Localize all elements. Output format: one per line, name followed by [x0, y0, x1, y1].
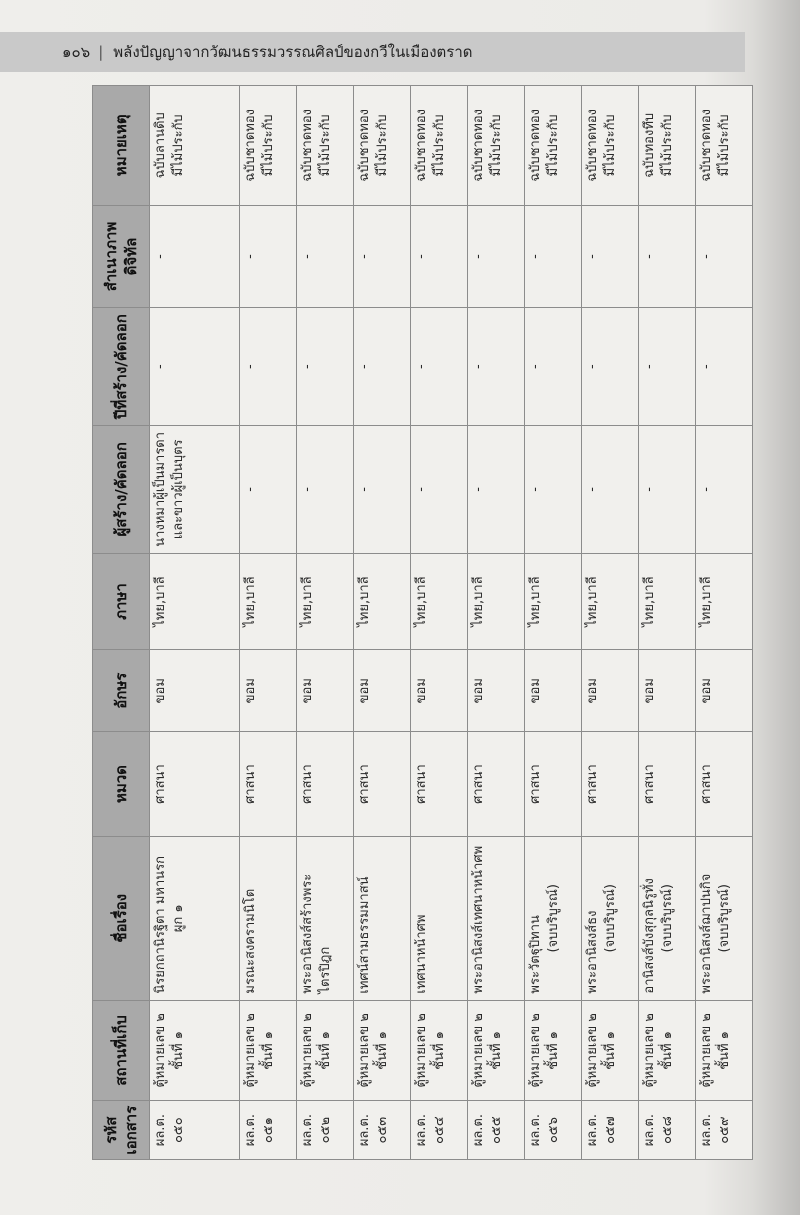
- cell-year: -: [525, 308, 582, 425]
- cell-creator: -: [297, 425, 354, 553]
- column-header: ปีที่สร้าง/คัดลอก: [93, 308, 150, 425]
- cell-location: [150, 1000, 240, 1101]
- table-row: [639, 86, 696, 1160]
- title-main: พระอานิสงส์เทศนาหน้าศพ: [471, 845, 486, 994]
- note-cover: มีไม้ประกับ: [716, 114, 732, 177]
- cell-title: [696, 836, 753, 1000]
- cell-location: [582, 1000, 639, 1101]
- cell-category: ศาสนา: [297, 732, 354, 837]
- cell-code: [639, 1101, 696, 1160]
- title-sub: ผูก ๑: [170, 904, 186, 933]
- header-divider: |: [98, 43, 104, 61]
- cell-script: ขอม: [468, 650, 525, 732]
- cell-creator: -: [411, 425, 468, 553]
- cell-year: -: [468, 308, 525, 425]
- table-row: [354, 86, 411, 1160]
- cell-location: [468, 1000, 525, 1101]
- location-cabinet: ตู้หมายเลข ๒: [243, 1013, 258, 1088]
- note-cover: มีไม้ประกับ: [602, 114, 618, 177]
- cell-language: ไทย,บาลี: [297, 553, 354, 649]
- note-cover: มีไม้ประกับ: [260, 114, 276, 177]
- cell-language: ไทย,บาลี: [639, 553, 696, 649]
- table-row: [468, 86, 525, 1160]
- note-type: ฉบับชาดทอง: [528, 108, 543, 182]
- cell-script: ขอม: [411, 650, 468, 732]
- cell-digital-copy: -: [582, 205, 639, 308]
- table-row: [411, 86, 468, 1160]
- title-main: เทศนาหน้าศพ: [414, 914, 429, 994]
- cell-code: [525, 1101, 582, 1160]
- cell-digital-copy: -: [639, 205, 696, 308]
- note-type: ฉบับทองทึบ: [642, 112, 657, 178]
- cell-script: ขอม: [297, 650, 354, 732]
- cell-title: [297, 836, 354, 1000]
- cell-note: [240, 86, 297, 206]
- cell-note: [582, 86, 639, 206]
- column-header: ภาษา: [93, 553, 150, 649]
- code-prefix: ผล.ต.: [471, 1113, 486, 1147]
- column-header: ผู้สร้าง/คัดลอก: [93, 425, 150, 553]
- cell-category: ศาสนา: [411, 732, 468, 837]
- location-shelf: ชั้นที่ ๑: [431, 1031, 447, 1070]
- code-number: ๐๕๘: [659, 1116, 675, 1145]
- code-prefix: ผล.ต.: [642, 1113, 657, 1147]
- location-cabinet: ตู้หมายเลข ๒: [642, 1013, 657, 1088]
- note-type: ฉบับชาดทอง: [243, 108, 258, 182]
- title-main: มรณะสงครามนิโต: [243, 888, 258, 994]
- title-main: พระอานิสงส์ฌาปนกิจ: [699, 873, 714, 994]
- code-number: ๐๕๑: [260, 1117, 276, 1144]
- code-prefix: ผล.ต.: [300, 1113, 315, 1147]
- note-cover: มีไม้ประกับ: [170, 114, 186, 177]
- manuscript-table-frame: [92, 85, 747, 1160]
- location-shelf: ชั้นที่ ๑: [602, 1031, 618, 1070]
- code-number: ๐๕๐: [170, 1117, 186, 1143]
- location-shelf: ชั้นที่ ๑: [545, 1031, 561, 1070]
- manuscript-table: [92, 85, 753, 1160]
- cell-category: ศาสนา: [525, 732, 582, 837]
- cell-title: [411, 836, 468, 1000]
- column-header: ชื่อเรื่อง: [93, 836, 150, 1000]
- cell-creator: -: [240, 425, 297, 553]
- cell-year: -: [696, 308, 753, 425]
- column-header: รหัสเอกสาร: [93, 1101, 150, 1160]
- cell-creator: -: [582, 425, 639, 553]
- location-cabinet: ตู้หมายเลข ๒: [471, 1013, 486, 1088]
- note-type: ฉบับชาดทอง: [585, 108, 600, 182]
- cell-digital-copy: -: [696, 205, 753, 308]
- cell-category: ศาสนา: [696, 732, 753, 837]
- cell-creator: -: [468, 425, 525, 553]
- location-shelf: ชั้นที่ ๑: [716, 1031, 732, 1070]
- location-shelf: ชั้นที่ ๑: [317, 1031, 333, 1070]
- cell-category: ศาสนา: [582, 732, 639, 837]
- cell-category: ศาสนา: [354, 732, 411, 837]
- title-main: นิรยกถานิรฐิตา มหานรก: [153, 855, 168, 994]
- code-number: ๐๕๙: [716, 1116, 732, 1144]
- cell-creator: -: [525, 425, 582, 553]
- location-shelf: ชั้นที่ ๑: [260, 1031, 276, 1070]
- location-cabinet: ตู้หมายเลข ๒: [528, 1013, 543, 1088]
- cell-language: ไทย,บาลี: [411, 553, 468, 649]
- cell-code: [411, 1101, 468, 1160]
- column-header: อักษร: [93, 650, 150, 732]
- code-number: ๐๕๖: [545, 1117, 561, 1144]
- cell-location: [240, 1000, 297, 1101]
- note-type: ฉบับชาดทอง: [414, 108, 429, 182]
- table-row: [240, 86, 297, 1160]
- cell-year: -: [240, 308, 297, 425]
- cell-title: [639, 836, 696, 1000]
- cell-title: [525, 836, 582, 1000]
- cell-location: [639, 1000, 696, 1101]
- title-sub: (จบบริบูรณ์): [602, 884, 618, 953]
- column-header: สำเนาภาพดิจิทัล: [93, 205, 150, 308]
- cell-category: ศาสนา: [150, 732, 240, 837]
- table-row: [696, 86, 753, 1160]
- code-prefix: ผล.ต.: [414, 1113, 429, 1147]
- code-prefix: ผล.ต.: [528, 1113, 543, 1147]
- cell-script: ขอม: [150, 650, 240, 732]
- note-cover: มีไม้ประกับ: [431, 114, 447, 177]
- code-number: ๐๕๒: [317, 1116, 333, 1144]
- cell-location: [525, 1000, 582, 1101]
- cell-note: [354, 86, 411, 206]
- code-prefix: ผล.ต.: [357, 1113, 372, 1147]
- cell-digital-copy: -: [240, 205, 297, 308]
- table-row: [525, 86, 582, 1160]
- cell-year: -: [582, 308, 639, 425]
- code-prefix: ผล.ต.: [243, 1113, 258, 1147]
- code-prefix: ผล.ต.: [153, 1113, 168, 1147]
- running-header: [62, 40, 473, 64]
- note-cover: มีไม้ประกับ: [317, 114, 333, 177]
- cell-digital-copy: -: [354, 205, 411, 308]
- cell-creator: -: [354, 425, 411, 553]
- code-prefix: ผล.ต.: [585, 1113, 600, 1147]
- title-main: อานิสงส์บังสุกุลนิรูทั่ง: [642, 878, 657, 994]
- cell-code: [696, 1101, 753, 1160]
- title-main: เทศน์สามธรรมมาสน์: [357, 876, 372, 994]
- cell-language: ไทย,บาลี: [582, 553, 639, 649]
- cell-year: -: [354, 308, 411, 425]
- column-header: หมวด: [93, 732, 150, 837]
- cell-year: -: [639, 308, 696, 425]
- location-shelf: ชั้นที่ ๑: [170, 1031, 186, 1070]
- cell-language: ไทย,บาลี: [240, 553, 297, 649]
- table-row: [150, 86, 240, 1160]
- note-type: ฉบับชาดทอง: [699, 108, 714, 182]
- cell-location: [411, 1000, 468, 1101]
- location-cabinet: ตู้หมายเลข ๒: [300, 1013, 315, 1088]
- cell-location: [297, 1000, 354, 1101]
- code-number: ๐๕๗: [602, 1116, 618, 1144]
- page-number: ๑๐๖: [62, 43, 91, 61]
- note-cover: มีไม้ประกับ: [545, 114, 561, 177]
- table-row: [297, 86, 354, 1160]
- title-main: พระวัตฐุปิทาน: [528, 915, 543, 994]
- cell-title: [468, 836, 525, 1000]
- location-cabinet: ตู้หมายเลข ๒: [357, 1013, 372, 1088]
- cell-category: ศาสนา: [240, 732, 297, 837]
- cell-code: [297, 1101, 354, 1160]
- cell-digital-copy: -: [411, 205, 468, 308]
- cell-note: [696, 86, 753, 206]
- note-cover: มีไม้ประกับ: [659, 114, 675, 177]
- location-shelf: ชั้นที่ ๑: [488, 1031, 504, 1070]
- column-header: สถานที่เก็บ: [93, 1000, 150, 1101]
- location-shelf: ชั้นที่ ๑: [374, 1031, 390, 1070]
- cell-code: [240, 1101, 297, 1160]
- code-prefix: ผล.ต.: [699, 1113, 714, 1147]
- cell-code: [150, 1101, 240, 1160]
- location-cabinet: ตู้หมายเลข ๒: [585, 1013, 600, 1088]
- cell-digital-copy: -: [297, 205, 354, 308]
- cell-script: ขอม: [639, 650, 696, 732]
- note-type: ฉบับชาดทอง: [471, 108, 486, 182]
- cell-title: [582, 836, 639, 1000]
- cell-location: [696, 1000, 753, 1101]
- cell-year: -: [150, 308, 240, 425]
- title-main: พระอานิสงส์สร้างพระไตรปิฎก: [300, 873, 333, 994]
- cell-code: [582, 1101, 639, 1160]
- title-sub: (จบบริบูรณ์): [659, 884, 675, 953]
- cell-note: [468, 86, 525, 206]
- cell-digital-copy: -: [468, 205, 525, 308]
- cell-language: ไทย,บาลี: [525, 553, 582, 649]
- cell-language: ไทย,บาลี: [354, 553, 411, 649]
- cell-language: ไทย,บาลี: [696, 553, 753, 649]
- cell-script: ขอม: [525, 650, 582, 732]
- cell-year: -: [411, 308, 468, 425]
- cell-code: [354, 1101, 411, 1160]
- cell-script: ขอม: [582, 650, 639, 732]
- cell-creator: -: [639, 425, 696, 553]
- table-row: [582, 86, 639, 1160]
- cell-category: ศาสนา: [468, 732, 525, 837]
- cell-title: [150, 836, 240, 1000]
- note-type: ฉบับลานดิบ: [153, 112, 168, 179]
- code-number: ๐๕๕: [488, 1116, 504, 1144]
- cell-note: [639, 86, 696, 206]
- cell-category: ศาสนา: [639, 732, 696, 837]
- cell-note: [525, 86, 582, 206]
- cell-digital-copy: -: [525, 205, 582, 308]
- cell-language: ไทย,บาลี: [468, 553, 525, 649]
- cell-note: [411, 86, 468, 206]
- cell-title: [240, 836, 297, 1000]
- code-number: ๐๕๓: [374, 1116, 390, 1144]
- column-header: หมายเหตุ: [93, 86, 150, 206]
- code-number: ๐๕๔: [431, 1116, 447, 1144]
- title-sub: (จบบริบูรณ์): [545, 884, 561, 953]
- cell-language: ไทย,บาลี: [150, 553, 240, 649]
- location-cabinet: ตู้หมายเลข ๒: [699, 1013, 714, 1088]
- cell-digital-copy: -: [150, 205, 240, 308]
- note-cover: มีไม้ประกับ: [488, 114, 504, 177]
- table-header-row: [93, 86, 150, 1160]
- cell-script: ขอม: [354, 650, 411, 732]
- cell-creator: -: [696, 425, 753, 553]
- cell-script: ขอม: [696, 650, 753, 732]
- cell-title: [354, 836, 411, 1000]
- cell-location: [354, 1000, 411, 1101]
- cell-year: -: [297, 308, 354, 425]
- cell-creator: นางหมาผู้เป็นมารดา และขาวผู้เป็นบุตร: [150, 425, 240, 553]
- note-cover: มีไม้ประกับ: [374, 114, 390, 177]
- location-shelf: ชั้นที่ ๑: [659, 1031, 675, 1070]
- title-sub: (จบบริบูรณ์): [716, 884, 732, 953]
- cell-script: ขอม: [240, 650, 297, 732]
- location-cabinet: ตู้หมายเลข ๒: [414, 1013, 429, 1088]
- note-type: ฉบับชาดทอง: [357, 108, 372, 182]
- cell-code: [468, 1101, 525, 1160]
- rotated-table-wrapper: [92, 85, 747, 1160]
- cell-note: [150, 86, 240, 206]
- book-title: พลังปัญญาจากวัฒนธรรมวรรณศิลป์ของกวีในเมืองตราด: [113, 43, 473, 61]
- location-cabinet: ตู้หมายเลข ๒: [153, 1013, 168, 1088]
- cell-note: [297, 86, 354, 206]
- note-type: ฉบับชาดทอง: [300, 108, 315, 182]
- title-main: พระอานิสงส์ธง: [585, 910, 600, 994]
